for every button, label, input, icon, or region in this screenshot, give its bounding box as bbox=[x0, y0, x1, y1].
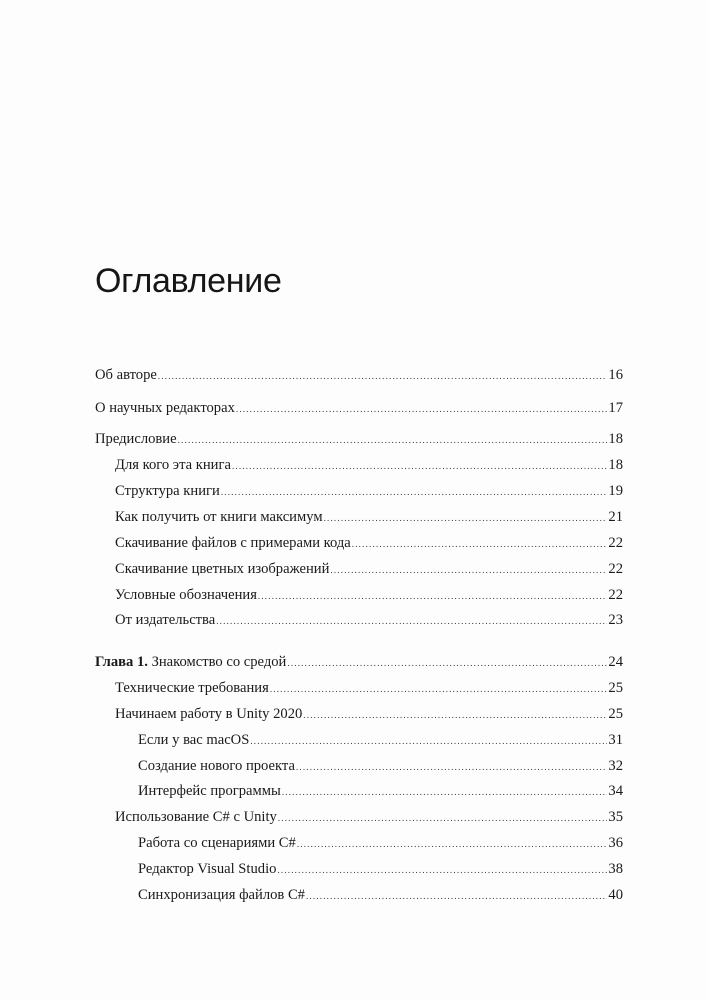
toc-entry-title: Синхронизация файлов C# bbox=[138, 887, 305, 903]
toc-entry-page: 21 bbox=[608, 509, 623, 525]
dot-leader bbox=[287, 651, 607, 675]
dot-leader bbox=[330, 558, 607, 582]
toc-entry-download-code[interactable] bbox=[115, 531, 623, 555]
dot-leader bbox=[178, 428, 608, 452]
toc-entry-title: Создание нового проекта bbox=[138, 758, 295, 774]
toc-entry-page: 34 bbox=[608, 783, 623, 799]
toc-entry-about-author[interactable] bbox=[95, 363, 623, 387]
toc-entry-structure[interactable] bbox=[115, 479, 623, 503]
dot-leader bbox=[158, 364, 608, 388]
toc-entry-title: Как получить от книги максимум bbox=[115, 509, 323, 525]
toc-entry-conventions[interactable] bbox=[115, 583, 623, 607]
toc-entry-chapter-1[interactable] bbox=[95, 650, 623, 674]
toc-entry-title: Условные обозначения bbox=[115, 587, 257, 603]
toc-entry-csharp-unity[interactable] bbox=[115, 805, 623, 829]
toc-entry-interface[interactable] bbox=[138, 779, 623, 803]
toc-entry-download-images[interactable] bbox=[115, 557, 623, 581]
dot-leader bbox=[303, 703, 607, 727]
toc-entry-preface[interactable] bbox=[95, 427, 623, 451]
toc-entry-title: Начинаем работу в Unity 2020 bbox=[115, 706, 303, 722]
toc-entry-page: 32 bbox=[608, 758, 623, 774]
toc-entry-title: Предисловие bbox=[95, 431, 177, 447]
dot-leader bbox=[296, 755, 607, 779]
toc-entry-page: 38 bbox=[608, 861, 623, 877]
toc-entry-page: 25 bbox=[608, 706, 623, 722]
toc-entry-audience[interactable] bbox=[115, 453, 623, 477]
toc-entry-visual-studio[interactable] bbox=[138, 857, 623, 881]
dot-leader bbox=[232, 454, 607, 478]
dot-leader bbox=[270, 677, 608, 701]
dot-leader bbox=[250, 729, 607, 753]
toc-entry-unity-start[interactable] bbox=[115, 702, 623, 726]
toc-entry-page: 16 bbox=[608, 367, 623, 383]
toc-entry-get-most[interactable] bbox=[115, 505, 623, 529]
toc-entry-title: Технические требования bbox=[115, 680, 269, 696]
toc-entry-title: Скачивание файлов с примерами кода bbox=[115, 535, 351, 551]
toc-entry-tech-requirements[interactable] bbox=[115, 676, 623, 700]
toc-entry-title: Для кого эта книга bbox=[115, 457, 231, 473]
toc-entry-title: О научных редакторах bbox=[95, 400, 235, 416]
toc-entry-title: Интерфейс программы bbox=[138, 783, 281, 799]
chapter-label: Глава 1. bbox=[95, 654, 148, 670]
toc-entry-title: Структура книги bbox=[115, 483, 220, 499]
toc-entry-page: 31 bbox=[608, 732, 623, 748]
toc-entry-title: Редактор Visual Studio bbox=[138, 861, 277, 877]
toc-entry-title: Если у вас macOS bbox=[138, 732, 250, 748]
toc-entry-new-project[interactable] bbox=[138, 754, 623, 778]
toc-entry-title bbox=[95, 650, 286, 674]
toc-entry-title: Об авторе bbox=[95, 367, 157, 383]
dot-leader bbox=[278, 806, 608, 830]
toc-entry-page: 36 bbox=[608, 835, 623, 851]
toc-entry-title: Использование C# с Unity bbox=[115, 809, 277, 825]
toc-entry-page: 18 bbox=[608, 431, 623, 447]
toc-entry-title: Скачивание цветных изображений bbox=[115, 561, 330, 577]
dot-leader bbox=[282, 780, 608, 804]
toc-entry-science-editors[interactable] bbox=[95, 396, 623, 420]
dot-leader bbox=[297, 832, 608, 856]
toc-entry-page: 40 bbox=[608, 887, 623, 903]
toc-entry-title: Работа со сценариями C# bbox=[138, 835, 296, 851]
chapter-title: Знакомство со средой bbox=[151, 654, 287, 670]
toc-entry-publisher[interactable] bbox=[115, 608, 623, 632]
dot-leader bbox=[277, 858, 607, 882]
dot-leader bbox=[306, 884, 607, 908]
toc-entry-csharp-scripts[interactable] bbox=[138, 831, 623, 855]
toc-entry-page: 25 bbox=[608, 680, 623, 696]
toc-entry-file-sync[interactable] bbox=[138, 883, 623, 907]
toc-entry-page: 22 bbox=[608, 587, 623, 603]
page-title: Оглавление bbox=[95, 262, 282, 300]
toc-entry-page: 17 bbox=[608, 400, 623, 416]
dot-leader bbox=[221, 480, 608, 504]
toc-entry-page: 24 bbox=[608, 654, 623, 670]
toc-entry-page: 22 bbox=[608, 535, 623, 551]
dot-leader bbox=[258, 584, 608, 608]
toc-entry-page: 23 bbox=[608, 612, 623, 628]
dot-leader bbox=[216, 609, 607, 633]
toc-entry-page: 35 bbox=[608, 809, 623, 825]
dot-leader bbox=[236, 397, 608, 421]
toc-entry-page: 22 bbox=[608, 561, 623, 577]
toc-entry-macos[interactable] bbox=[138, 728, 623, 752]
toc-entry-title: От издательства bbox=[115, 612, 216, 628]
toc-entry-page: 19 bbox=[608, 483, 623, 499]
toc-entry-page: 18 bbox=[608, 457, 623, 473]
dot-leader bbox=[324, 506, 608, 530]
dot-leader bbox=[352, 532, 608, 556]
